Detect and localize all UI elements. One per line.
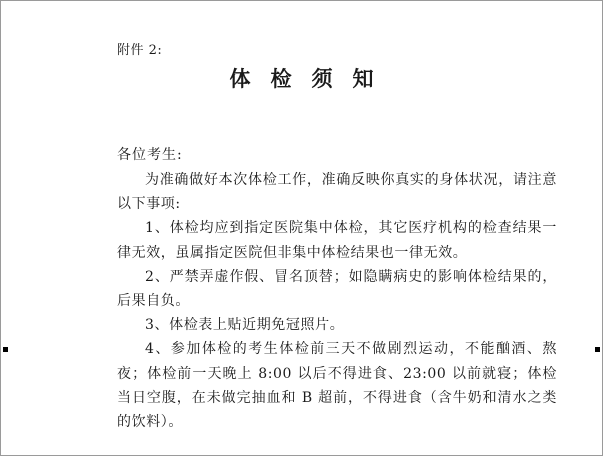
greeting-line: 各位考生: (117, 147, 183, 163)
attachment-label: 附件 2: (117, 43, 163, 58)
rule-paragraph-3: 3、体检表上贴近期免冠照片。 (145, 317, 345, 334)
selection-handle-left[interactable] (3, 347, 8, 352)
rule-paragraph-2: 2、严禁弄虚作假、冒名顶替；如隐瞒病史的影响体检结果的，后果自负。 (117, 268, 557, 310)
document-title: 体检须知 (229, 66, 394, 91)
rule-paragraph-4: 4、参加体检的考生体检前三天不做剧烈运动，不能酗酒、熬夜；体检前一天晚上 8:00 以后不得进食、23:00 以前就寝；体检当日空腹，在未做完抽血和 B 超前，不得进食（含牛奶和清水之类的饮料）。 (117, 341, 557, 431)
document-body (117, 168, 557, 434)
selection-handle-right[interactable] (595, 347, 600, 352)
rule-paragraph-1: 1、体检均应到指定医院集中体检，其它医疗机构的检查结果一律无效，虽属指定医院但非集中体检结果也一律无效。 (117, 220, 557, 261)
intro-paragraph: 为准确做好本次体检工作，准确反映你真实的身体状况，请注意以下事项: (117, 172, 557, 213)
